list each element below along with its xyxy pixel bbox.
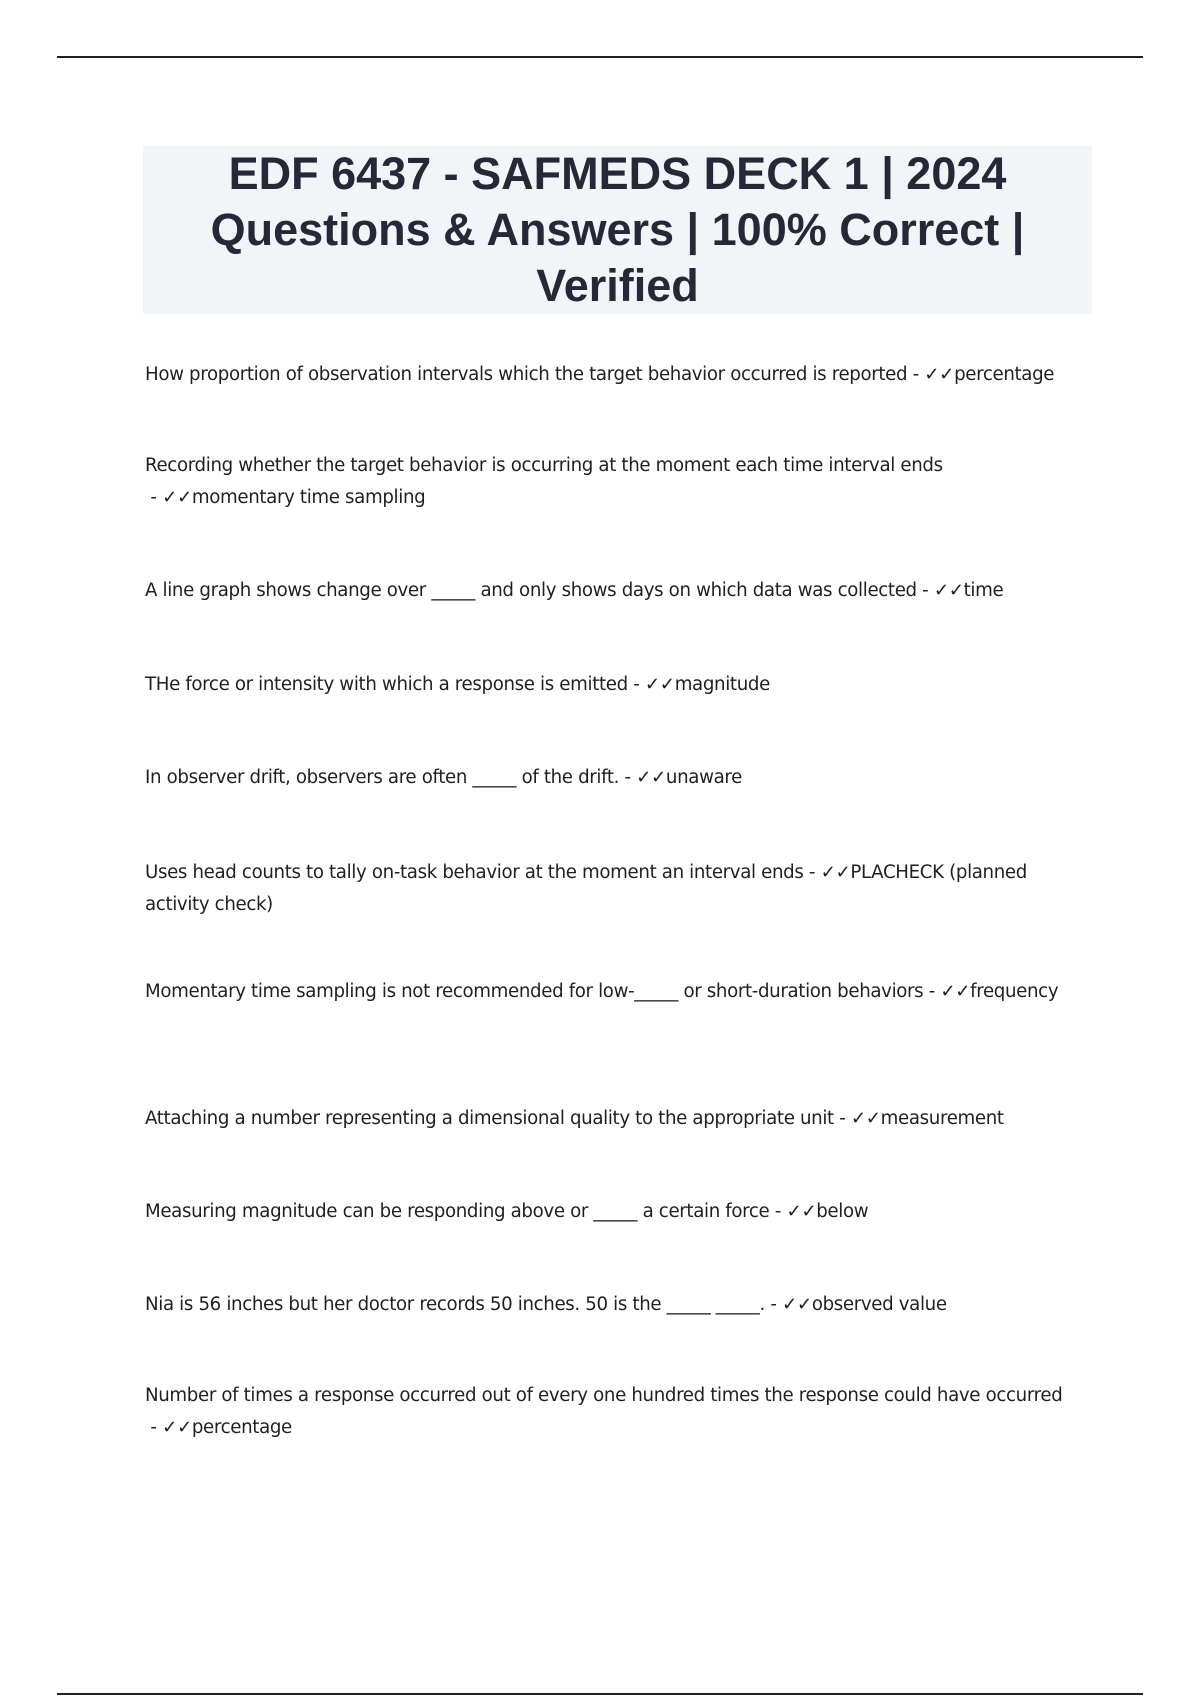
double-check-icon: ✓✓ xyxy=(786,1201,817,1222)
separator: - xyxy=(769,1201,787,1222)
separator: - xyxy=(145,487,163,508)
separator: - xyxy=(907,364,925,385)
double-check-icon: ✓✓ xyxy=(850,1108,881,1129)
answer-text: below xyxy=(816,1201,869,1222)
double-check-icon: ✓✓ xyxy=(636,767,666,788)
separator: - xyxy=(145,1417,163,1438)
question-text: In observer drift, observers are often _____ of the drift. xyxy=(145,767,620,788)
answer-text: momentary time sampling xyxy=(191,487,426,508)
double-check-icon: ✓✓ xyxy=(644,674,675,695)
question-text: How proportion of observation intervals which the target behavior occurred is reported xyxy=(145,364,908,385)
answer-text: time xyxy=(963,580,1004,601)
qa-item xyxy=(145,857,1090,921)
double-check-icon: ✓✓ xyxy=(924,364,955,385)
double-check-icon: ✓✓ xyxy=(782,1294,812,1315)
double-check-icon: ✓✓ xyxy=(940,981,971,1002)
answer-text: percentage xyxy=(191,1417,292,1438)
separator: - xyxy=(619,767,637,788)
answer-text: percentage xyxy=(954,364,1055,385)
double-check-icon: ✓✓ xyxy=(933,580,964,601)
top-rule xyxy=(57,56,1143,58)
answer-text: unaware xyxy=(665,767,742,788)
separator: - xyxy=(833,1108,851,1129)
qa-item xyxy=(145,669,1090,701)
answer-text: magnitude xyxy=(674,674,770,695)
qa-item xyxy=(145,1196,1090,1228)
double-check-icon: ✓✓ xyxy=(162,1417,192,1438)
qa-item xyxy=(145,976,1090,1008)
separator: - xyxy=(627,674,645,695)
qa-item xyxy=(145,1103,1090,1135)
answer-text: measurement xyxy=(880,1108,1004,1129)
separator: - xyxy=(764,1294,783,1315)
question-text: Number of times a response occurred out of every one hundred times the response could have occurred xyxy=(145,1385,1063,1406)
double-check-icon: ✓✓ xyxy=(162,487,192,508)
answer-text: frequency xyxy=(970,981,1059,1002)
separator: - xyxy=(916,580,934,601)
answer-text: observed value xyxy=(811,1294,947,1315)
question-text: Uses head counts to tally on-task behavior at the moment an interval ends xyxy=(145,862,804,883)
question-text: Nia is 56 inches but her doctor records 50 inches. 50 is the _____ _____. xyxy=(145,1294,765,1315)
question-text: Measuring magnitude can be responding above or _____ a certain force xyxy=(145,1201,770,1222)
answer-text: PLACHECK (planned activity check) xyxy=(145,862,1027,915)
page-title: EDF 6437 - SAFMEDS DECK 1 | 2024 Questions & Answers | 100% Correct | Verified xyxy=(210,148,1025,311)
question-text: Attaching a number representing a dimensional quality to the appropriate unit xyxy=(145,1108,834,1129)
question-text: Momentary time sampling is not recommended for low-_____ or short-duration behaviors xyxy=(145,981,924,1002)
qa-item xyxy=(145,762,1090,794)
bottom-rule xyxy=(57,1693,1143,1695)
qa-item xyxy=(145,575,1090,607)
title-banner xyxy=(143,146,1092,314)
qa-item xyxy=(145,359,1090,391)
question-text: Recording whether the target behavior is occurring at the moment each time interval ends xyxy=(145,455,943,476)
separator: - xyxy=(923,981,941,1002)
double-check-icon: ✓✓ xyxy=(820,862,851,883)
qa-item xyxy=(145,1289,1090,1321)
question-text: A line graph shows change over _____ and only shows days on which data was collected xyxy=(145,580,917,601)
qa-item xyxy=(145,1380,1090,1444)
separator: - xyxy=(803,862,821,883)
question-text: THe force or intensity with which a response is emitted xyxy=(145,674,628,695)
qa-item xyxy=(145,450,1090,514)
